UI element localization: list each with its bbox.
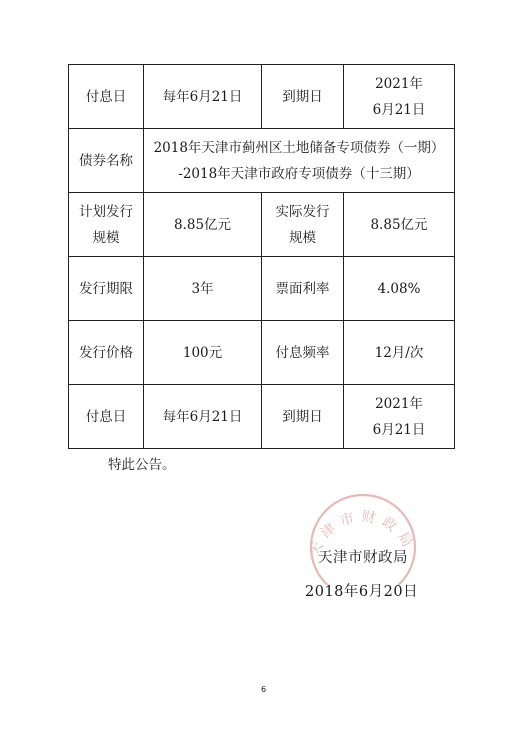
maturity-day: 6月21日 — [372, 421, 426, 438]
value-interest-date: 每年6月21日 — [144, 65, 262, 129]
value-coupon-rate: 4.08% — [344, 257, 455, 321]
value-planned-scale: 8.85亿元 — [144, 193, 262, 257]
value-interest-date: 每年6月21日 — [144, 385, 262, 449]
actual-scale-line1: 实际发行 — [275, 203, 330, 220]
maturity-year: 2021年 — [375, 395, 423, 412]
value-actual-scale: 8.85亿元 — [344, 193, 455, 257]
planned-scale-line2: 规模 — [92, 229, 120, 246]
maturity-day: 6月21日 — [372, 101, 426, 118]
bond-info-table — [68, 64, 455, 449]
label-bond-name: 债券名称 — [69, 129, 144, 193]
maturity-year: 2021年 — [375, 75, 423, 92]
bond-name-line2: -2018年天津市政府专项债券（十三期） — [178, 165, 420, 182]
official-seal-icon — [300, 485, 426, 585]
label-payment-frequency: 付息频率 — [262, 321, 344, 385]
issue-date: 2018年6月20日 — [305, 584, 419, 600]
label-actual-scale — [262, 193, 344, 257]
value-maturity-date — [344, 65, 455, 129]
label-term: 发行期限 — [69, 257, 144, 321]
label-interest-date: 付息日 — [69, 385, 144, 449]
value-payment-frequency: 12月/次 — [344, 321, 455, 385]
table-row — [69, 65, 455, 129]
actual-scale-line2: 规模 — [289, 229, 316, 246]
value-issue-price: 100元 — [144, 321, 262, 385]
planned-scale-line1: 计划发行 — [79, 203, 133, 220]
notice-text: 特此公告。 — [108, 457, 176, 473]
label-interest-date: 付息日 — [69, 65, 144, 129]
value-term: 3年 — [144, 257, 262, 321]
value-maturity-date — [344, 385, 455, 449]
issuer-name: 天津市财政局 — [318, 550, 408, 566]
label-coupon-rate: 票面利率 — [262, 257, 344, 321]
label-maturity-date: 到期日 — [262, 65, 344, 129]
table-row — [69, 321, 455, 385]
label-maturity-date: 到期日 — [262, 385, 344, 449]
page-number: 6 — [261, 685, 267, 694]
table-row — [69, 385, 455, 449]
label-issue-price: 发行价格 — [69, 321, 144, 385]
label-planned-scale — [69, 193, 144, 257]
seal-text: 天津市财政局 — [306, 508, 419, 559]
table-row — [69, 129, 455, 193]
value-bond-name — [144, 129, 455, 193]
bond-name-line1: 2018年天津市蓟州区土地储备专项债券（一期） — [153, 139, 445, 156]
table-row — [69, 257, 455, 321]
table-row — [69, 193, 455, 257]
